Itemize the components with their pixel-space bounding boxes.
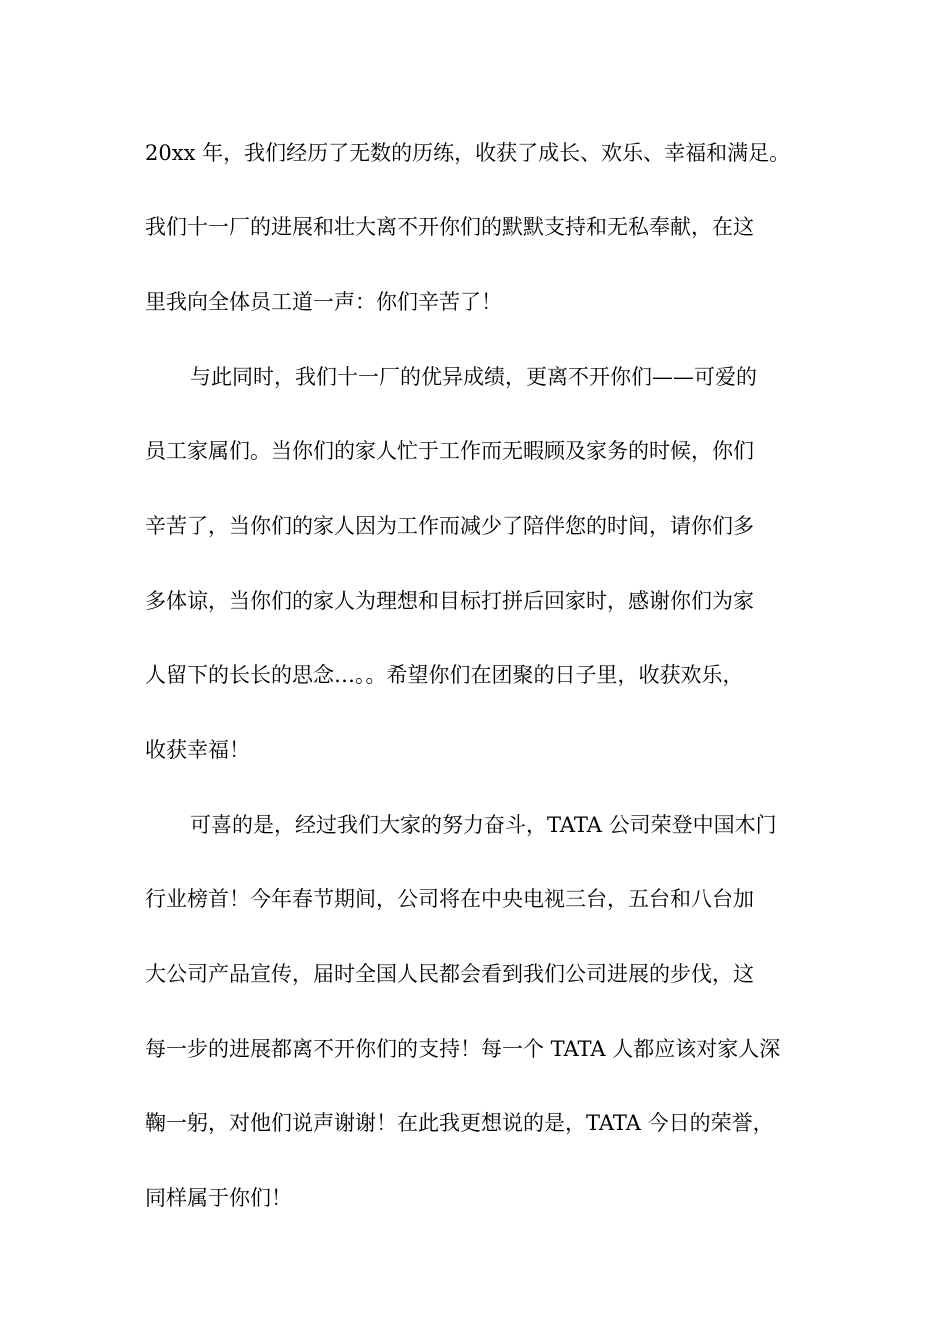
text-line: 辛苦了，当你们的家人因为工作而减少了陪伴您的时间，请你们多 — [145, 514, 754, 538]
text-line: 收获幸福！ — [145, 738, 250, 762]
text-line: 人留下的长长的思念…。。希望你们在团聚的日子里，收获欢乐， — [145, 663, 744, 687]
paragraph-start-line: 与此同时，我们十一厂的优异成绩，更离不开你们——可爱的 — [190, 365, 757, 389]
text-line: 里我向全体员工道一声：你们辛苦了！ — [145, 290, 502, 314]
text-line: 员工家属们。当你们的家人忙于工作而无暇顾及家务的时候，你们 — [145, 439, 754, 463]
paragraph-start-line: 可喜的是，经过我们大家的努力奋斗，TATA 公司荣登中国木门 — [190, 813, 777, 837]
text-line: 我们十一厂的进展和壮大离不开你们的默默支持和无私奉献，在这 — [145, 215, 754, 239]
text-line: 同样属于你们！ — [145, 1186, 292, 1210]
text-line: 鞠一躬，对他们说声谢谢！在此我更想说的是，TATA 今日的荣誉， — [145, 1111, 774, 1135]
text-line: 多体谅，当你们的家人为理想和目标打拼后回家时，感谢你们为家 — [145, 589, 754, 613]
text-line: 20xx 年，我们经历了无数的历练，收获了成长、欢乐、幸福和满足。 — [145, 141, 791, 165]
text-line: 行业榜首！今年春节期间，公司将在中央电视三台，五台和八台加 — [145, 887, 754, 911]
text-line: 大公司产品宣传，届时全国人民都会看到我们公司进展的步伐，这 — [145, 962, 754, 986]
text-line: 每一步的进展都离不开你们的支持！每一个 TATA 人都应该对家人深 — [145, 1037, 781, 1061]
